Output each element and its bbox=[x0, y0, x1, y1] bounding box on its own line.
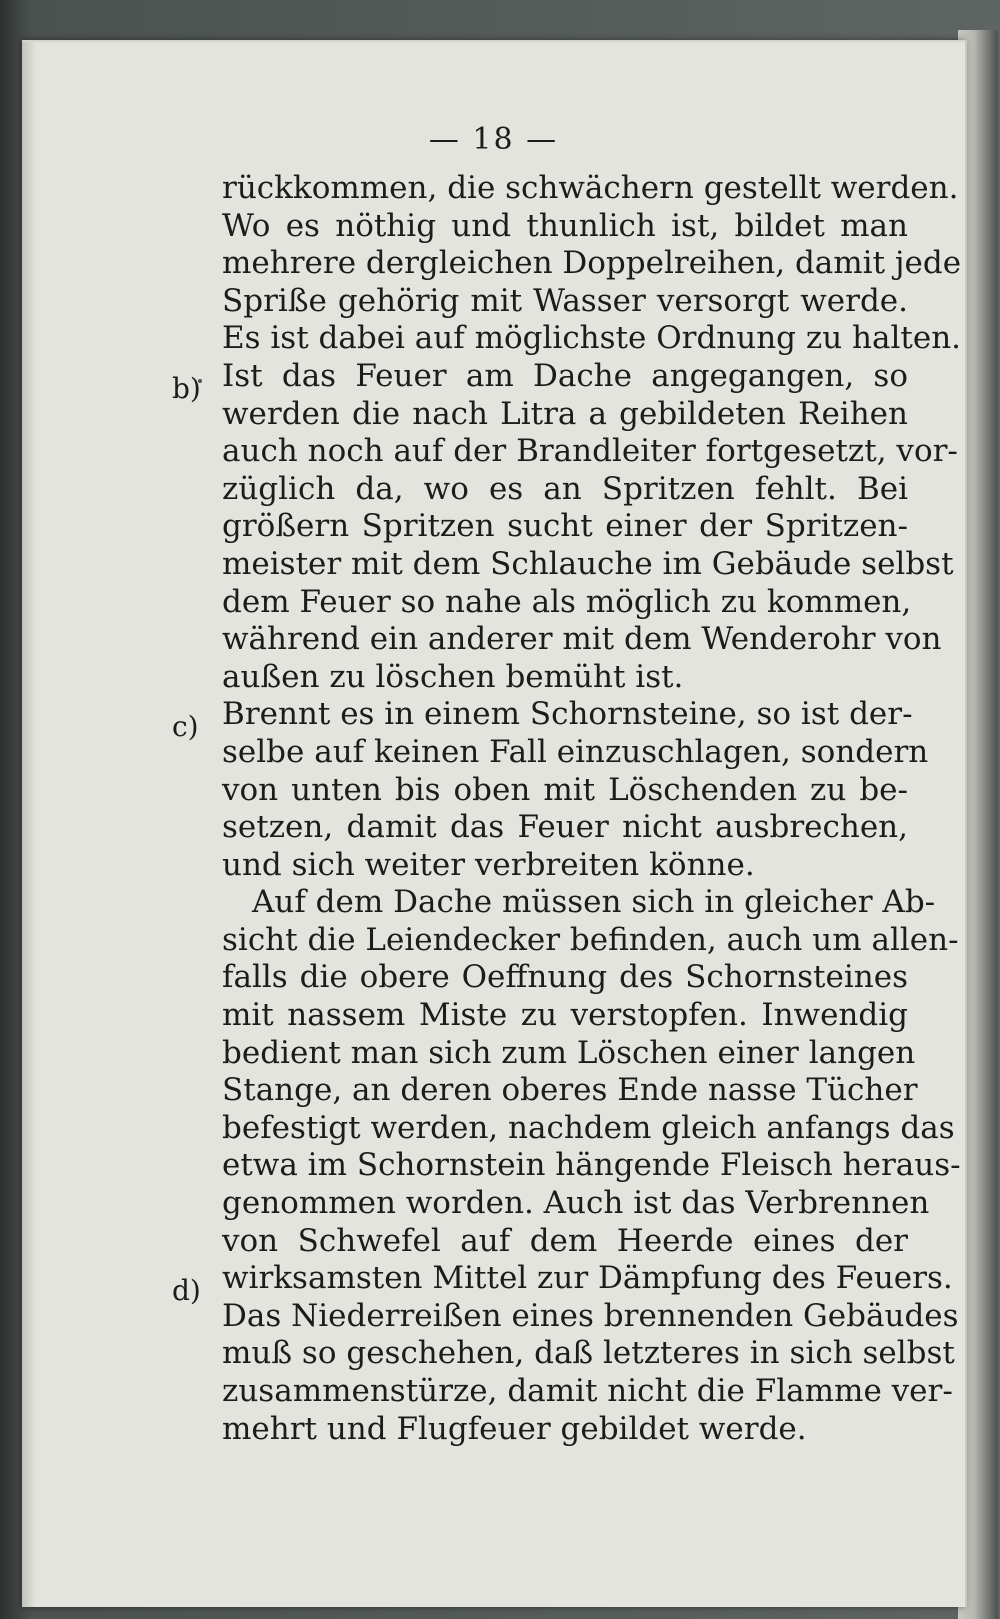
text-line: Das Niederreißen eines brennenden Gebäudes bbox=[222, 1297, 959, 1334]
text-line: dem Feuer so nahe als möglich zu kommen, bbox=[222, 583, 912, 620]
text-line: genommen worden. Auch ist das Verbrennen bbox=[222, 1185, 930, 1222]
text-line: während ein anderer mit dem Wenderohr von bbox=[222, 621, 942, 658]
body-text bbox=[222, 170, 962, 1448]
book-page bbox=[22, 40, 965, 1607]
text-line: selbe auf keinen Fall einzuschlagen, sondern bbox=[222, 733, 929, 770]
text-line: Brennt es in einem Schornsteine, so ist der- bbox=[222, 696, 913, 733]
text-line: und sich weiter verbreiten könne. bbox=[222, 846, 755, 883]
text-line: Wo es nöthig und thunlich ist, bildet man bbox=[222, 207, 908, 244]
text-line: mehrere dergleichen Doppelreihen, damit jede bbox=[222, 245, 962, 282]
text-line: Ist das Feuer am Dache angegangen, so bbox=[222, 357, 908, 394]
text-line: meister mit dem Schlauche im Gebäude selbst bbox=[222, 545, 954, 582]
text-line: wirksamsten Mittel zur Dämpfung des Feuers. bbox=[222, 1260, 953, 1297]
gutter-shadow bbox=[22, 42, 36, 1607]
item-label-c: c) bbox=[172, 710, 199, 743]
text-line: Es ist dabei auf möglichste Ordnung zu halten. bbox=[222, 320, 962, 357]
text-line: befestigt werden, nachdem gleich anfangs das bbox=[222, 1109, 955, 1146]
text-line: zusammenstürze, damit nicht die Flamme ver- bbox=[222, 1373, 953, 1409]
text-line: falls die obere Oeffnung des Schornsteines bbox=[222, 959, 908, 996]
text-line: auch noch auf der Brandleiter fortgesetzt, vor- bbox=[222, 433, 958, 470]
text-line: von Schwefel auf dem Heerde eines der bbox=[222, 1222, 908, 1259]
page-number: — 18 — bbox=[428, 122, 559, 157]
text-line: größern Spritzen sucht einer der Spritzen- bbox=[222, 508, 908, 545]
text-line: Auf dem Dache müssen sich in gleicher Ab- bbox=[252, 884, 936, 921]
text-line: sicht die Leiendecker befinden, auch um allen- bbox=[222, 921, 959, 958]
text-line: etwa im Schornstein hängende Fleisch heraus- bbox=[222, 1147, 961, 1184]
text-line: muß so geschehen, daß letzteres in sich selbst bbox=[222, 1335, 955, 1372]
text-line: Stange, an deren oberes Ende nasse Tücher bbox=[222, 1072, 918, 1109]
text-line: Spriße gehörig mit Wasser versorgt werde. bbox=[222, 282, 908, 319]
text-line: von unten bis oben mit Löschenden zu be- bbox=[222, 771, 908, 808]
item-label-b: b) bbox=[172, 372, 201, 405]
text-line: mehrt und Flugfeuer gebildet werde. bbox=[222, 1410, 807, 1447]
text-line: mit nassem Miste zu verstopfen. Inwendig bbox=[222, 997, 908, 1034]
text-line: rückkommen, die schwächern gestellt werden. bbox=[222, 170, 959, 206]
text-line: werden die nach Litra a gebildeten Reihen bbox=[222, 395, 908, 432]
text-line: außen zu löschen bemüht ist. bbox=[222, 658, 684, 695]
text-line: setzen, damit das Feuer nicht ausbrechen, bbox=[222, 809, 908, 846]
text-line: züglich da, wo es an Spritzen fehlt. Bei bbox=[222, 470, 908, 507]
item-label-d: d) bbox=[172, 1274, 201, 1307]
text-line: bedient man sich zum Löschen einer langen bbox=[222, 1034, 916, 1071]
